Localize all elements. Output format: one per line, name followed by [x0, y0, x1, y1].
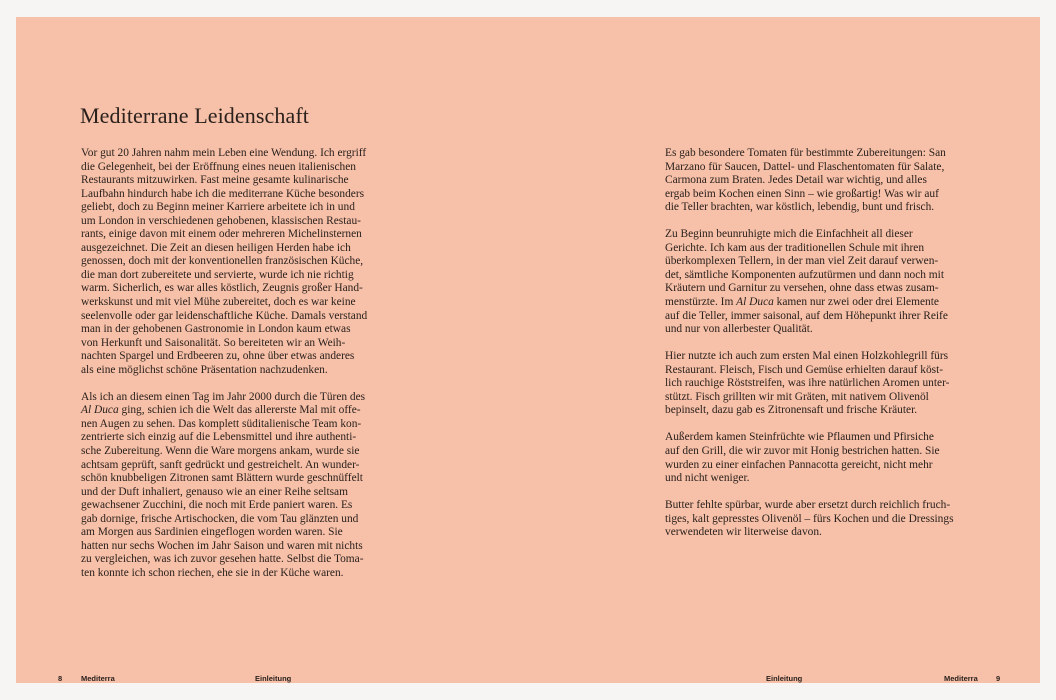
left-page-number: 8 [58, 674, 63, 683]
left-paragraph-2-rest: ging, schien ich die Welt das allererste Mal mit offe- nen Augen zu sehen. Das komplett süditalienische Team kon- zentrierte sich einzig auf die Lebensmittel und ihre authenti- sche Zubereitung. Wenn die Ware morgens ankam, wurde sie achtsam geprüft, sanft gedrückt und gestreichelt. An wunder- schön knubbeligen Zitronen samt Blättern wurde geschnüffelt und der Duft inhaliert, genauso wie an einer Reihe seltsam gewachsener Zucchini, die noch mit Erde paniert waren. Es gab dornige, frische Artischocken, die vom Tau glänzten und am Morgen aus Sardinien eingeflogen worden waren. Sie hatten nur sechs Wochen im Jahr Saison und waren mit nichts zu vergleichen, was ich zuvor gesehen hatte. Selbst die Toma- ten konnte ich schon riechen, ehe sie in der Küche waren. [81, 404, 364, 579]
right-paragraph-1: Es gab besondere Tomaten für bestimmte Zubereitungen: San Marzano für Saucen, Dattel- und Flaschentomaten für Salate, Carmona zum Braten. Jedes Detail war wichtig, und alles ergab beim Kochen einen Sinn – wie großartig! Was wir auf die Teller brachten, war köstlich, lebendig, bunt und frisch. [665, 147, 946, 214]
right-paragraph-2 [665, 228, 975, 336]
right-section-label: Einleitung [766, 674, 803, 683]
right-paragraph-4: Außerdem kamen Steinfrüchte wie Pflaumen und Pfirsiche auf den Grill, die wir zuvor mit Honig bestrichen hatten. Sie wurden zu einer einfachen Pannacotta gereicht, nicht mehr und nicht weniger. [665, 431, 940, 485]
book-spread [16, 17, 1040, 683]
restaurant-name: Al Duca [81, 404, 119, 417]
left-book-title: Mediterra [81, 674, 115, 683]
left-paragraph-2 [81, 391, 399, 581]
right-paragraph-2-start: Zu Beginn beunruhigte mich die Einfachheit all dieser Gerichte. Ich kam aus der traditionellen Schule mit ihren überkomplexen Tellern, in der man viel Zeit darauf verwen- det, sämtliche Komponenten aufzutürmen und dann noch mit Kräutern und Garnitur zu versehen, ohne dass etwas zusam- menstürzte. Im [665, 228, 944, 309]
left-section-label: Einleitung [255, 674, 292, 683]
left-paragraph-1: Vor gut 20 Jahren nahm mein Leben eine Wendung. Ich ergriff die Gelegenheit, bei der Eröffnung eines neuen italienischen Restaurants mitzuwirken. Fast meine gesamte kulinarische Laufbahn hindurch habe ich die mediterrane Küche besonders geliebt, doch zu Beginn meiner Karriere arbeitete ich in und um London in verschiedenen gehobenen, klassischen Restau- rants, einige davon mit einem oder mehreren Michelinsternen ausgezeichnet. Die Zeit an diesen heiligen Herden habe ich genossen, doch mit der konventionellen französischen Küche, die man dort zubereitete und servierte, wurde ich nie richtig warm. Sicherlich, es war alles köstlich, Zeugnis großer Hand- werkskunst und mit viel Mühe zubereitet, doch es war keine seelenvolle oder gar leidenschaftliche Küche. Damals verstand man in der gehobenen Gastronomie in London kaum etwas von Herkunft und Saisonalität. So bereiteten wir an Weih- nachten Spargel und Erdbeeren zu, ohne über etwas anderes als eine möglichst schöne Präsentation nachzudenken. [81, 147, 368, 376]
right-text-column [665, 147, 975, 540]
right-book-title: Mediterra [944, 674, 978, 683]
right-paragraph-3: Hier nutzte ich auch zum ersten Mal einen Holzkohlegrill fürs Restaurant. Fleisch, Fisch und Gemüse erhielten darauf köst- lich rauchige Röststreifen, was ihre natürlichen Aromen unter- stützt. Fisch grillten wir mit Gräten, mit nativem Olivenöl bepinselt, dazu gab es Zitronensaft und frische Kräuter. [665, 350, 950, 417]
right-page-number: 9 [996, 674, 1001, 683]
left-paragraph-2-start: Als ich an diesem einen Tag im Jahr 2000 durch die Türen des [81, 390, 366, 403]
page-title: Mediterrane Leidenschaft [80, 103, 310, 128]
right-paragraph-2-rest: kamen nur zwei oder drei Elemente auf die Teller, immer saisonal, auf dem Höhepunkt ihrer Reife und nur von allerbester Qualität. [665, 296, 948, 336]
right-paragraph-5: Butter fehlte spürbar, wurde aber ersetzt durch reichlich fruch- tiges, kalt gepresstes Olivenöl – fürs Kochen und die Dressings verwendeten wir literweise davon. [665, 499, 954, 539]
restaurant-name: Al Duca [736, 296, 774, 309]
left-text-column [81, 147, 399, 581]
